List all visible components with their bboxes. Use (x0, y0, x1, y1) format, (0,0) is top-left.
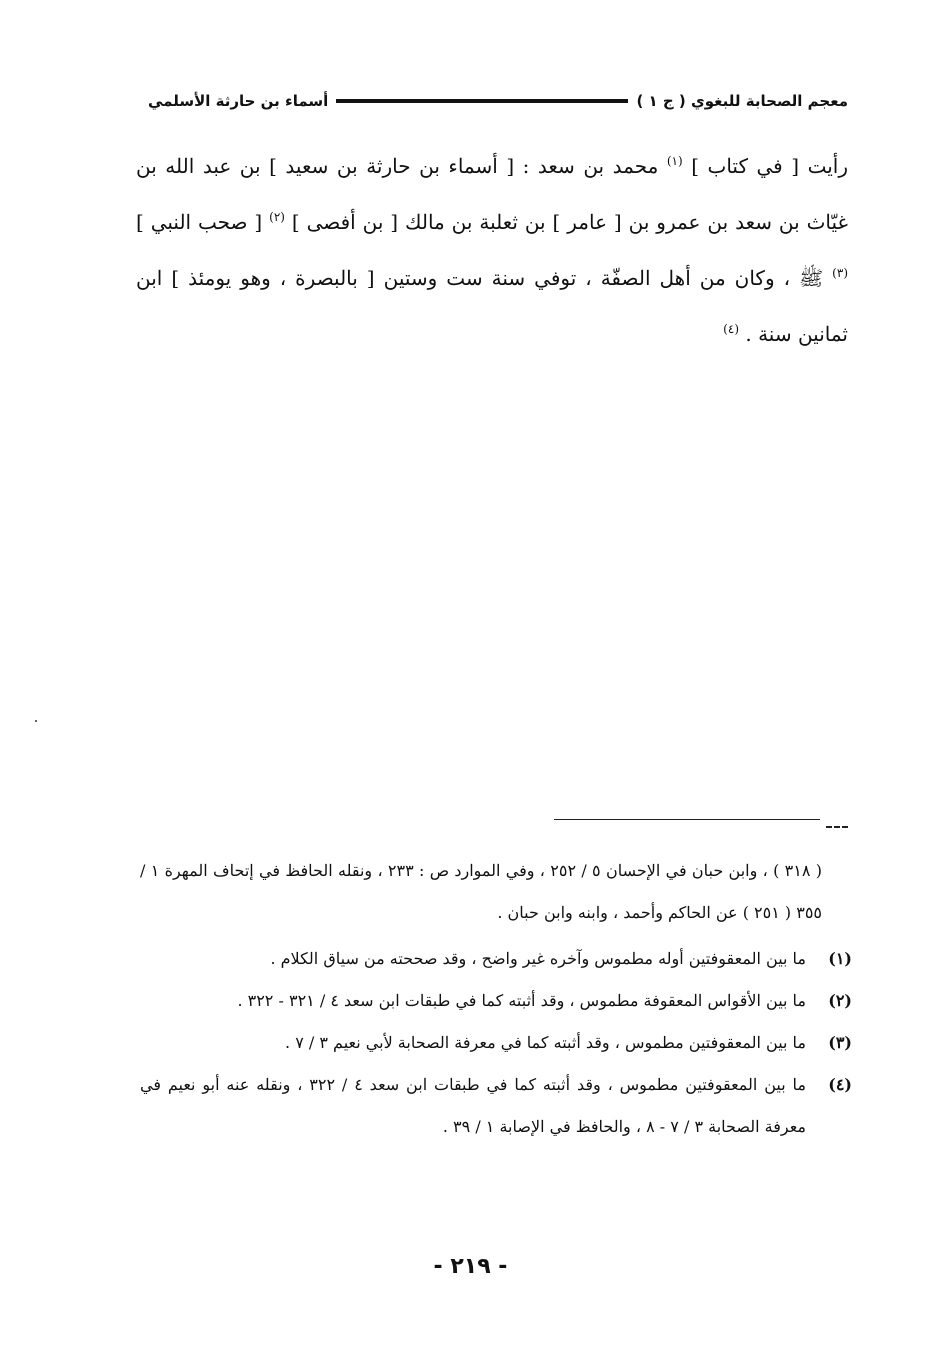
footnote-number: (١) (828, 949, 852, 968)
footnote-1 (140, 938, 852, 980)
header-rule (336, 99, 628, 103)
footnotes (140, 850, 852, 1148)
footnote-separator (554, 819, 820, 820)
text-segment: [ صحب النبي ] (136, 210, 270, 234)
text-segment: محمد بن سعد : [ أسماء بن حارثة بن سعيد ] بن عبد الله بن غيّاث بن سعد بن عمرو بن [ عامر ] بن ثعلبة بن مالك [ بن أفصى ] (136, 154, 848, 234)
footnote-dash (826, 826, 848, 830)
entry-paragraph (136, 138, 848, 362)
footnote-continuation: ( ٣١٨ ) ، وابن حبان في الإحسان ٥ / ٢٥٢ ، وفي الموارد ص : ٢٣٣ ، ونقله الحافظ في إتحاف المهرة ١ / ٣٥٥ ( ٢٥١ ) عن الحاكم وأحمد ، وابنه وابن حبان . (140, 861, 822, 922)
scan-speck (35, 720, 37, 722)
footnote-ref-4: (٤) (723, 322, 739, 336)
text-segment: رأيت [ في كتاب ] (682, 154, 848, 178)
entry-title: أسماء بن حارثة الأسلمي (148, 92, 329, 110)
footnote-2 (140, 980, 852, 1022)
footnote-ref-1: (١) (666, 154, 683, 168)
main-text (136, 138, 848, 362)
running-header (148, 86, 848, 116)
footnote-3 (140, 1022, 852, 1064)
book-title: معجم الصحابة للبغوي ( ج ١ ) (636, 92, 848, 110)
footnote-number: (٤) (828, 1075, 852, 1094)
footnote-number: (٢) (828, 991, 852, 1010)
footnote-text: ما بين المعقوفتين أوله مطموس وآخره غير واضح ، وقد صححته من سياق الكلام . (270, 949, 806, 968)
footnote-text: ما بين المعقوفتين مطموس ، وقد أثبته كما في معرفة الصحابة لأبي نعيم ٣ / ٧ . (285, 1033, 806, 1052)
footnote-number: (٣) (828, 1033, 852, 1052)
footnote-4 (140, 1064, 852, 1148)
text-segment: ﷺ ، وكان من أهل الصفّة ، توفي سنة ست وستين [ بالبصرة ، وهو يومئذ ] ابن ثمانين سنة . (136, 266, 848, 346)
footnote-text: ما بين المعقوفتين مطموس ، وقد أثبته كما في طبقات ابن سعد ٤ / ٣٢٢ ، ونقله عنه أبو نعيم في معرفة الصحابة ٣ / ٧ - ٨ ، والحافظ في الإصابة ١ / ٣٩ . (140, 1075, 807, 1136)
footnote-ref-3: (٣) (832, 266, 848, 280)
footnote-text: ما بين الأقواس المعقوفة مطموس ، وقد أثبته كما في طبقات ابن سعد ٤ / ٣٢١ - ٣٢٢ . (237, 991, 806, 1010)
footnote-ref-2: (٢) (269, 210, 285, 224)
page-number: - ٢١٩ - (433, 1254, 508, 1279)
